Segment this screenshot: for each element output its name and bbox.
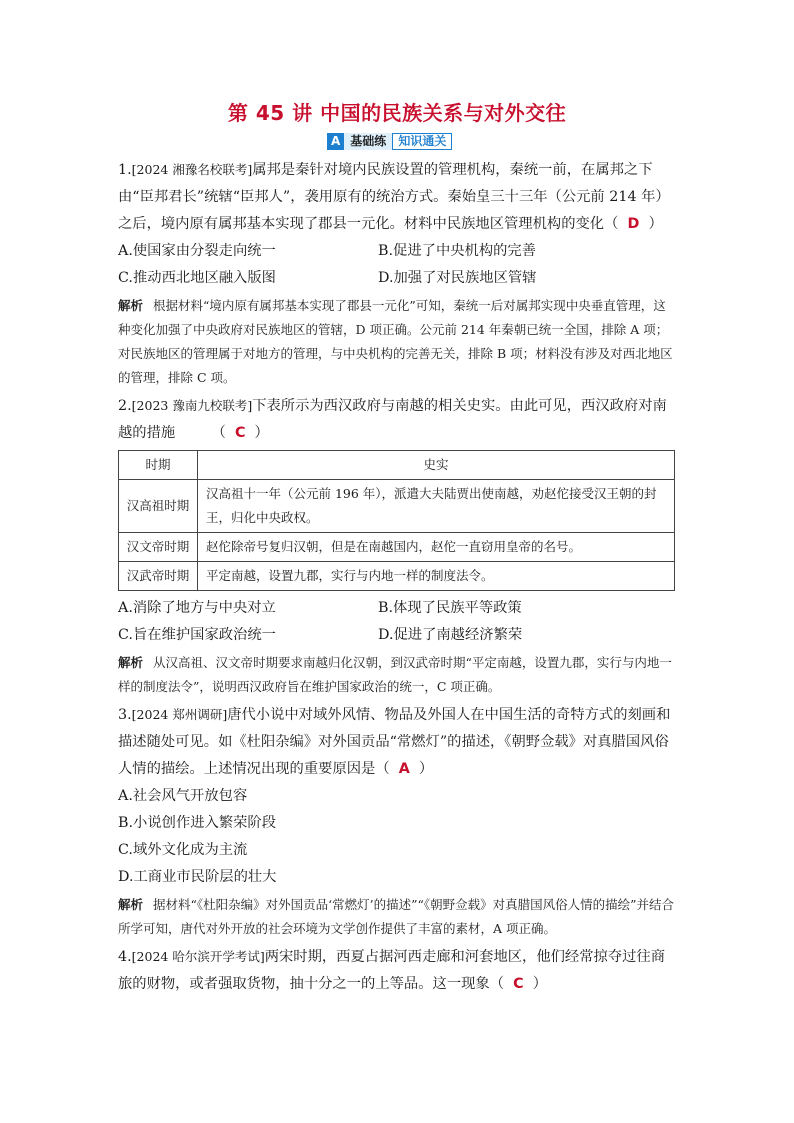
option-c: C.旨在维护国家政治统一 (118, 627, 276, 643)
question-close: ） (418, 761, 434, 777)
history-table (118, 450, 675, 591)
option-c: C.域外文化成为主流 (118, 842, 248, 858)
question-number: 3. (118, 707, 132, 723)
table-header-row (119, 451, 675, 480)
table-cell-fact: 汉高祖十一年（公元前 196 年），派遣大夫陆贾出使南越，劝赵佗接受汉王朝的封王，归化中央政权。 (198, 480, 675, 533)
option-d: D.促进了南越经济繁荣 (378, 627, 523, 643)
options-row (118, 265, 678, 292)
table-row (119, 562, 675, 591)
table-row (119, 480, 675, 533)
question-text: 两宋时期，西夏占据河西走廊和河套地区，他们经常掠夺过往商旅的财物，或者强取货物，抽十分之一的上等品。这一现象（ (118, 949, 666, 992)
question-close: ） (254, 425, 269, 441)
answer: A (398, 761, 410, 777)
table-row (119, 533, 675, 562)
question-number: 2. (118, 398, 132, 414)
question-close: ） (648, 216, 663, 232)
question-1 (118, 156, 678, 238)
tag-letter: A (327, 133, 344, 150)
explanation-label: 解析 (118, 298, 144, 313)
page-title: 第 45 讲 中国的民族关系与对外交往 (227, 101, 567, 125)
explanation-text: 从汉高祖、汉文帝时期要求南越归化汉朝，到汉武帝时期“平定南越，设置九郡，实行与内地一样的制度法令”，说明西汉政府旨在维护国家政治的统一，C 项正确。 (118, 655, 672, 694)
explanation-text: 据材料“《杜阳杂编》对外国贡品‘常燃灯’的描述”“《朝野佥载》对真腊国风俗人情的描绘”并结合所学可知，唐代对外开放的社会环境为文学创作提供了丰富的素材，A 项正确。 (118, 897, 675, 936)
answer: D (627, 216, 640, 232)
answer: C (234, 425, 246, 441)
explanation-label: 解析 (118, 655, 144, 670)
options-row (118, 622, 678, 649)
question-text: 下表所示为西汉政府与南越的相关史实。由此可见，西汉政府对南越的措施 (118, 398, 667, 441)
option-b: B.体现了民族平等政策 (378, 600, 522, 616)
content (118, 156, 678, 998)
table-header-period: 时期 (119, 451, 198, 480)
question-3 (118, 701, 678, 783)
explanation (118, 294, 678, 390)
question-close: ） (532, 976, 547, 992)
option-b: B.小说创作进入繁荣阶段 (118, 815, 277, 831)
options-row (118, 595, 678, 622)
question-source: [2024 湘豫名校联考] (131, 162, 253, 177)
answer: C (513, 976, 524, 992)
table-cell-period: 汉文帝时期 (119, 533, 198, 562)
question-source: [2023 豫南九校联考] (131, 398, 253, 413)
option-a: A.消除了地方与中央对立 (118, 600, 276, 616)
question-open: （ (211, 425, 226, 441)
explanation-text: 根据材料“境内原有属邦基本实现了郡县一元化”可知，秦统一后对属邦实现中央垂直管理，这种变化加强了中央政府对民族地区的管辖，D 项正确。公元前 214 年秦朝已统一全国，排除 A 项；对民族地区的管理属于对地方的管理，与中央机构的完善无关，排除 B 项；材料没有涉及对西北地区的管理，排除 C 项。 (118, 298, 673, 385)
question-text: 唐代小说中对域外风情、物品及外国人在中国生活的奇特方式的刻画和描述随处可见。如《杜阳杂编》对外国贡品“常燃灯”的描述，《朝野佥载》对真腊国风俗人情的描绘。上述情况出现的重要原因是（ (118, 707, 671, 777)
explanation (118, 893, 678, 941)
explanation-label: 解析 (118, 897, 144, 912)
question-2 (118, 392, 678, 447)
explanation (118, 651, 678, 699)
table-cell-period: 汉高祖时期 (119, 480, 198, 533)
table-cell-fact: 平定南越，设置九郡，实行与内地一样的制度法令。 (198, 562, 675, 591)
option-a: A.使国家由分裂走向统一 (118, 243, 276, 259)
option-d: D.工商业市民阶层的壮大 (118, 869, 277, 885)
question-text: 属邦是秦针对境内民族设置的管理机构，秦统一前，在属邦之下由“臣邦君长”统辖“臣邦人”，袭用原有的统治方式。秦始皇三十三年（公元前 214 年）之后，境内原有属邦基本实现了郡县一元化。材料中民族地区管理机构的变化（ (118, 162, 670, 232)
question-number: 1. (118, 162, 132, 178)
question-source: [2024 哈尔滨开学考试] (131, 949, 265, 964)
question-4 (118, 943, 678, 998)
option-c: C.推动西北地区融入版图 (118, 270, 276, 286)
option-a: A.社会风气开放包容 (118, 788, 248, 804)
question-source: [2024 郑州调研] (131, 707, 228, 722)
options-row (118, 238, 678, 265)
option-b: B.促进了中央机构的完善 (378, 243, 537, 259)
tag-topic: 知识通关 (392, 133, 452, 150)
table-cell-fact: 赵佗除帝号复归汉朝，但是在南越国内，赵佗一直窃用皇帝的名号。 (198, 533, 675, 562)
table-header-facts: 史实 (198, 451, 675, 480)
tag-level: 基础练 (344, 133, 392, 150)
section-tag (327, 133, 452, 150)
option-d: D.加强了对民族地区管辖 (378, 270, 537, 286)
table-cell-period: 汉武帝时期 (119, 562, 198, 591)
question-number: 4. (118, 949, 132, 965)
